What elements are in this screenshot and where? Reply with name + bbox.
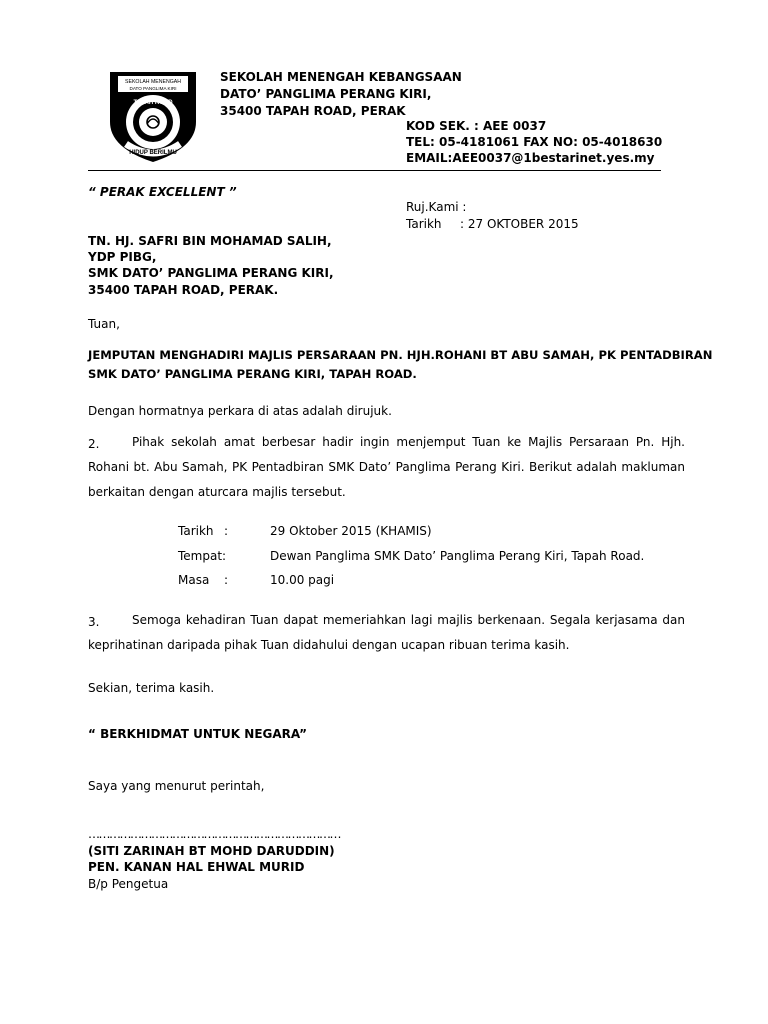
svg-text:HIDUP BERILMU: HIDUP BERILMU: [129, 150, 177, 156]
signature-line: ………………………………………………………………: [88, 827, 340, 841]
detail-value: 10.00 pagi: [270, 573, 335, 587]
intro-paragraph: Dengan hormatnya perkara di atas adalah dirujuk.: [88, 404, 392, 418]
detail-label: Masa: [178, 573, 210, 587]
detail-sep: :: [224, 524, 229, 538]
reference-date-value: : 27 OKTOBER 2015: [460, 217, 579, 231]
signatory-name: (SITI ZARINAH BT MOHD DARUDDIN): [88, 844, 335, 858]
school-code: KOD SEK. : AEE 0037: [406, 119, 547, 133]
school-name: SEKOLAH MENENGAH KEBANGSAAN: [220, 70, 462, 84]
subject-line: JEMPUTAN MENGHADIRI MAJLIS PERSARAAN PN. HJH.ROHANI BT ABU SAMAH, PK PENTADBIRAN: [88, 348, 713, 362]
school-address: 35400 TAPAH ROAD, PERAK: [220, 104, 406, 118]
recipient-line: 35400 TAPAH ROAD, PERAK.: [88, 283, 279, 297]
svg-text:TAPAH ROAD: TAPAH ROAD: [133, 100, 173, 106]
detail-label: Tempat:: [178, 549, 227, 563]
para2-text: Pihak sekolah amat berbesar hadir ingin menjemput Tuan ke Majlis Persaraan Pn. Hjh. Rohani bt. Abu Samah, PK Pentadbiran SMK Dato’ Panglima Perang Kiri. Berikut adalah makluman berkaitan dengan aturcara majlis tersebut.: [88, 435, 685, 499]
recipient-line: TN. HJ. SAFRI BIN MOHAMAD SALIH,: [88, 234, 332, 248]
detail-value: Dewan Panglima SMK Dato’ Panglima Perang Kiri, Tapah Road.: [270, 549, 645, 563]
detail-sep: :: [224, 573, 229, 587]
school-name-line2: DATO’ PANGLIMA PERANG KIRI,: [220, 87, 432, 101]
sign-intro: Saya yang menurut perintah,: [88, 779, 265, 793]
svg-text:SEKOLAH MENENGAH: SEKOLAH MENENGAH: [125, 79, 181, 85]
header-divider: [88, 170, 661, 171]
tel-fax: TEL: 05-4181061 FAX NO: 05-4018630: [406, 135, 663, 149]
para3-text: Semoga kehadiran Tuan dapat memeriahkan lagi majlis berkenaan. Segala kerjasama dan keprihatinan daripada pihak Tuan didahului dengan ucapan ribuan terima kasih.: [88, 613, 685, 652]
closing: Sekian, terima kasih.: [88, 681, 215, 695]
email: EMAIL:AEE0037@1bestarinet.yes.my: [406, 151, 655, 165]
recipient-line: YDP PIBG,: [88, 250, 157, 264]
perak-excellent-motto: “ PERAK EXCELLENT ”: [88, 185, 237, 199]
slogan: “ BERKHIDMAT UNTUK NEGARA”: [88, 727, 307, 741]
reference-ruj: Ruj.Kami :: [406, 200, 467, 214]
svg-text:DATO PANGLIMA KIRI: DATO PANGLIMA KIRI: [129, 86, 177, 91]
recipient-line: SMK DATO’ PANGLIMA PERANG KIRI,: [88, 266, 334, 280]
school-crest-icon: [106, 70, 200, 164]
signatory-for: B/p Pengetua: [88, 877, 169, 891]
detail-label: Tarikh: [178, 524, 214, 538]
para2-number: 2.: [88, 437, 100, 451]
para3-number: 3.: [88, 615, 100, 629]
detail-value: 29 Oktober 2015 (KHAMIS): [270, 524, 432, 538]
subject-line: SMK DATO’ PANGLIMA PERANG KIRI, TAPAH ROAD.: [88, 367, 417, 381]
reference-date-label: Tarikh: [406, 217, 442, 231]
salutation: Tuan,: [88, 317, 120, 331]
signatory-title: PEN. KANAN HAL EHWAL MURID: [88, 860, 305, 874]
